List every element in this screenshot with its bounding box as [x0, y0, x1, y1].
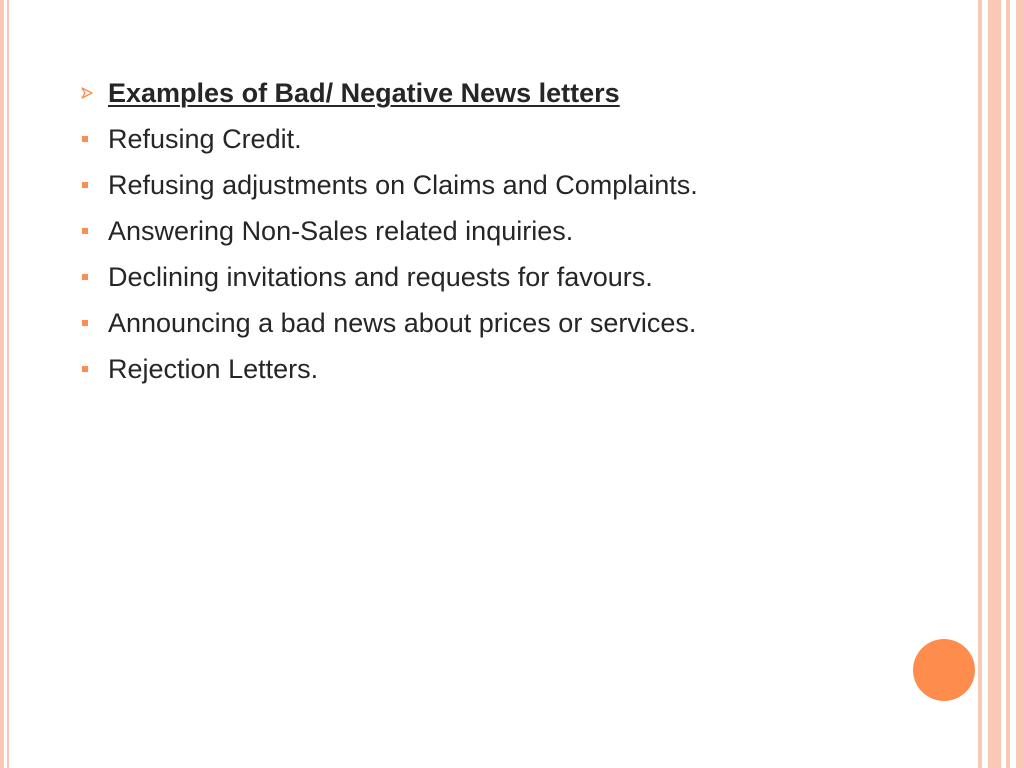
decorative-circle [913, 639, 975, 701]
right-border-stripe [1006, 0, 1010, 768]
list-item-text: Rejection Letters. [108, 354, 319, 384]
list-item-text: Announcing a bad news about prices or services. [108, 308, 697, 338]
right-border-stripe [1016, 0, 1024, 768]
slide-body [78, 70, 938, 392]
list-item [78, 116, 938, 162]
left-border-stripe [0, 0, 4, 768]
section-heading: Examples of Bad/ Negative News letters [108, 78, 620, 108]
list-item-text: Answering Non-Sales related inquiries. [108, 216, 574, 246]
square-bullet-icon [78, 254, 108, 300]
square-bullet-icon [78, 116, 108, 162]
square-bullet-icon [78, 208, 108, 254]
square-bullet-icon [78, 300, 108, 346]
list-item-text: Refusing adjustments on Claims and Complaints. [108, 170, 698, 200]
square-bullet-icon [78, 162, 108, 208]
square-bullet-icon [78, 346, 108, 392]
list-item [78, 254, 938, 300]
list-item-text: Declining invitations and requests for favours. [108, 262, 653, 292]
list-item [78, 208, 938, 254]
list-item-text: Refusing Credit. [108, 124, 302, 154]
list-heading [78, 70, 938, 116]
right-border-band [988, 0, 1001, 768]
arrowhead-bullet-icon [78, 70, 108, 116]
right-border-stripe [978, 0, 982, 768]
list-item [78, 300, 938, 346]
list-item [78, 346, 938, 392]
bullet-list [78, 70, 938, 392]
list-item [78, 162, 938, 208]
left-border-stripe [7, 0, 9, 768]
